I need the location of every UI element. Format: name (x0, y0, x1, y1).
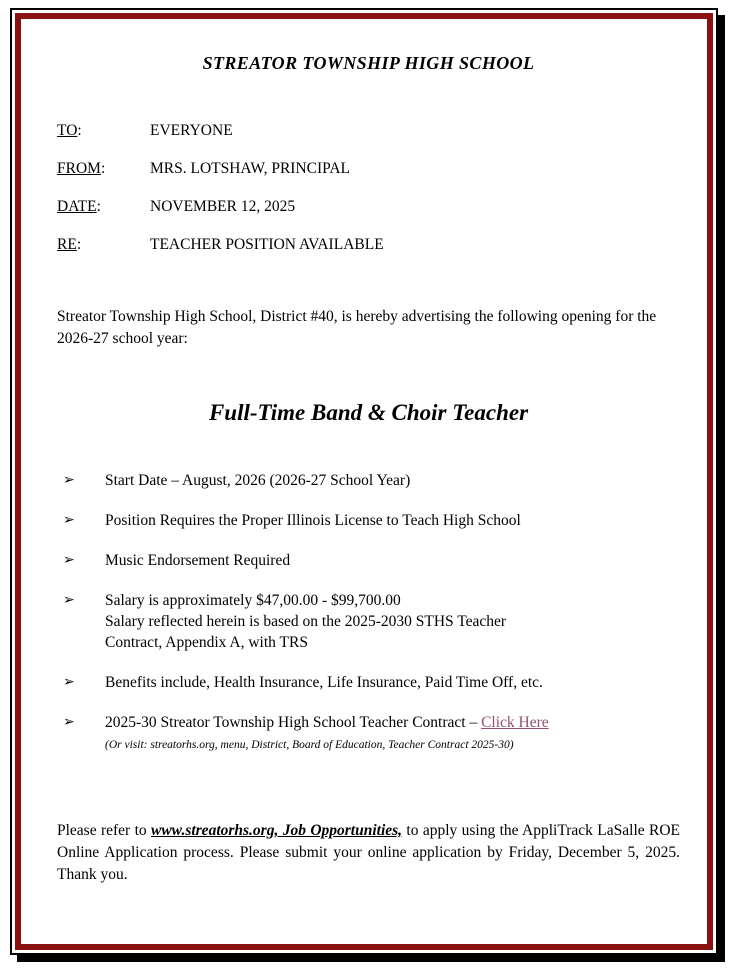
memo-document (21, 19, 707, 886)
arrow-bullet-icon: ➢ (63, 513, 75, 528)
contract-click-here-link[interactable]: Click Here (481, 714, 549, 731)
memo-row-date (57, 198, 680, 216)
memo-row-re (57, 236, 680, 254)
closing-paragraph (57, 820, 680, 886)
intro-paragraph: Streator Township High School, District #40, is hereby advertising the following opening for the 2026-27 school year: (57, 308, 657, 347)
page-title: STREATOR TOWNSHIP HIGH SCHOOL (202, 53, 535, 73)
memo-value-re: TEACHER POSITION AVAILABLE (150, 236, 384, 253)
arrow-bullet-icon: ➢ (63, 593, 75, 608)
memo-value-date: NOVEMBER 12, 2025 (150, 198, 296, 215)
contract-text: 2025-30 Streator Township High School Teacher Contract – (105, 714, 482, 731)
memo-header (57, 122, 680, 254)
memo-row-to (57, 122, 680, 140)
document-outer-frame (10, 8, 718, 955)
bullet-text (105, 590, 680, 653)
memo-label-re: RE: (57, 236, 82, 253)
arrow-bullet-icon: ➢ (63, 473, 75, 488)
memo-row-from (57, 160, 680, 178)
bullet-text: Music Endorsement Required (105, 552, 291, 569)
memo-value-to: EVERYONE (150, 122, 233, 139)
arrow-bullet-icon: ➢ (63, 675, 75, 690)
salary-line-1: Salary is approximately $47,00.00 - $99,700.00 (105, 592, 401, 609)
arrow-bullet-icon: ➢ (63, 715, 75, 730)
bullet-item-contract (57, 712, 680, 756)
contract-note: (Or visit: streatorhs.org, menu, District, Board of Education, Teacher Contract 2025-30) (105, 739, 514, 751)
closing-text-before: Please refer to (57, 822, 151, 839)
salary-line-3: Contract, Appendix A, with TRS (105, 634, 308, 651)
memo-label-from: FROM: (57, 160, 106, 177)
bullet-item-endorsement (57, 550, 680, 571)
bullet-item-license (57, 510, 680, 531)
bullet-text (105, 712, 680, 756)
bullet-text: Position Requires the Proper Illinois License to Teach High School (105, 512, 521, 529)
bullet-item-salary (57, 590, 680, 653)
bullet-item-start-date (57, 470, 680, 491)
salary-line-2: Salary reflected herein is based on the 2025-2030 STHS Teacher (105, 613, 507, 630)
website-link[interactable]: www.streatorhs.org, Job Opportunities, (151, 822, 403, 839)
memo-value-from: MRS. LOTSHAW, PRINCIPAL (150, 160, 351, 177)
position-title: Full-Time Band & Choir Teacher (208, 400, 529, 425)
memo-label-date: DATE: (57, 198, 101, 215)
bullet-text: Benefits include, Health Insurance, Life Insurance, Paid Time Off, etc. (105, 674, 543, 691)
document-red-border (15, 13, 713, 950)
closing-text-after: to apply using the AppliTrack LaSalle ROE Online Application process. Please submit your online application by Friday, December 5, 2025. Thank you. (57, 822, 680, 883)
bullet-text: Start Date – August, 2026 (2026-27 School Year) (105, 472, 411, 489)
bullet-item-benefits (57, 672, 680, 693)
arrow-bullet-icon: ➢ (63, 553, 75, 568)
memo-label-to: TO: (57, 122, 82, 139)
bullet-list (57, 470, 680, 756)
